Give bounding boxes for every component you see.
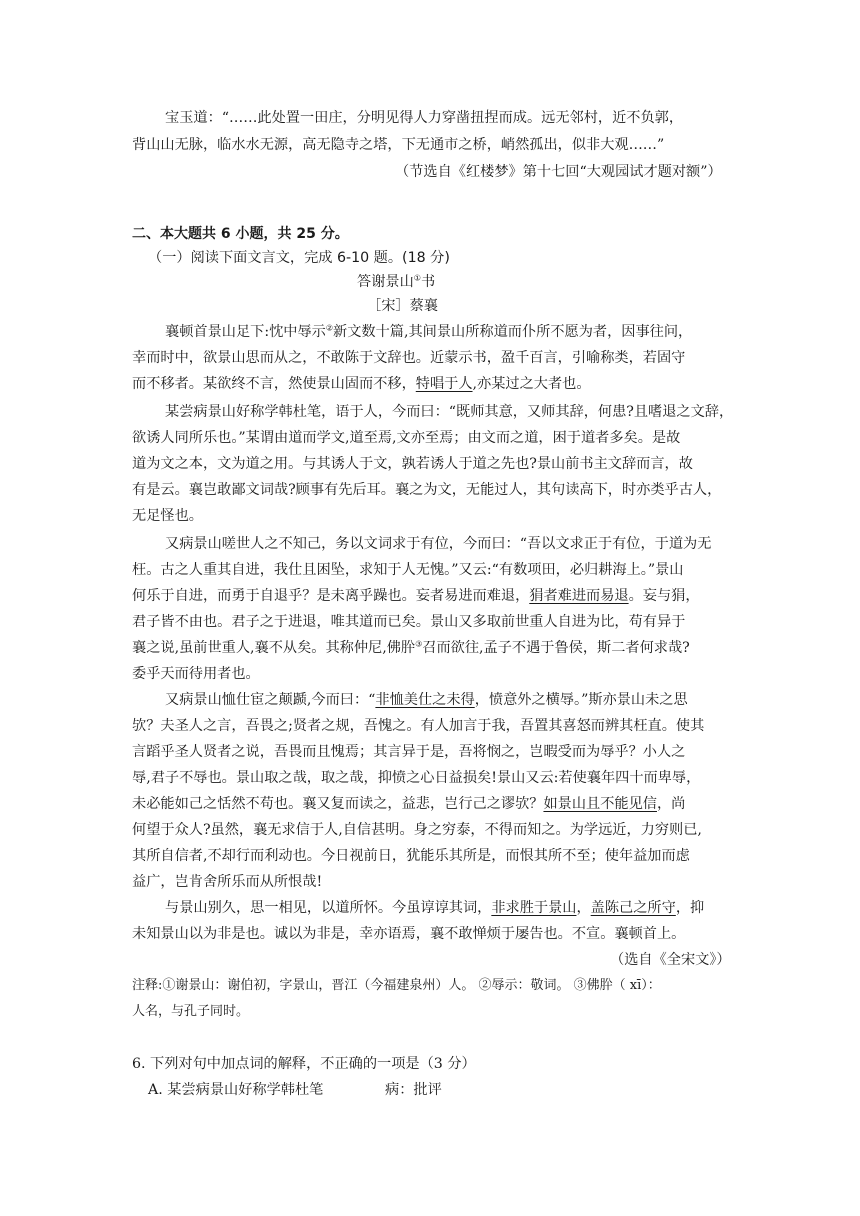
p3-line-4: 君子皆不由也。君子之于进退，唯其道而已矣。景山又多取前世重人自进为比，苟有异于: [132, 614, 686, 630]
notes-line-1: 注释:①谢景山：谢伯初，字景山，晋江（今福建泉州）人。 ②辱示：敬词。 ③佛肸（ xī）：: [132, 978, 661, 993]
p4-line-6: 何望于众人?虽然，襄无求信于人,自信甚明。身之穷泰，不得而知之。为学远近，力穷则已,: [132, 822, 702, 838]
excerpt-source: （节选自《红楼梦》第十七回“大观园试才题对额”）: [395, 164, 722, 180]
text-span: 与景山别久，思一相见，以道所怀。今虽谆谆其词，: [165, 900, 492, 916]
p3-line-3: [132, 586, 700, 606]
footnote-marker: ③: [415, 639, 423, 649]
text-span: 而不移者。某欲终不言，然使景山固而不移，: [132, 376, 416, 392]
p4-line-2: 欤？夫圣人之言，吾畏之;贤者之规，吾愧之。有人加言于我，吾置其喜怒而辨其枉直。使其: [132, 718, 705, 734]
p4-line-1: [165, 690, 688, 710]
underlined-phrase: 狷者难进而易退: [529, 588, 629, 604]
p4-line-7: 其所自信者,不却行而利动也。今日视前日，犹能乐其所是，而恨其所不至；使年益加而虑: [132, 848, 690, 864]
text-span: 未必能如己之恬然不苟也。襄又复而读之，益悲，岂行己之谬欤？: [132, 796, 544, 812]
excerpt-line-2: 背山山无脉，临水水无源，高无隐寺之塔，下无通市之桥，峭然孤出，似非大观……”: [132, 137, 665, 153]
underlined-phrase: 盖陈己之所守: [590, 900, 676, 916]
underlined-phrase: 非求胜于景山: [491, 900, 577, 916]
p2-line-4: 有是云。襄岂敢鄙文词哉?顾事有先后耳。襄之为文，无能过人，其句读高下，时亦类乎古人，: [132, 482, 722, 498]
p2-line-2: 欲诱人同所乐也。”某谓由道而学文,道至焉,文亦至焉；由文而之道，困于道者多矣。是故: [132, 430, 681, 446]
text-span: 襄顿首景山足下:忱中辱示: [165, 324, 326, 340]
p1-line-2: 幸而时中，欲景山思而从之，不敢陈于文辞也。近蒙示书，盈千百言，引喻称类，若固守: [132, 350, 686, 366]
underlined-phrase: 非恤美仕之未得: [375, 692, 475, 708]
text-span: 何乐于自进，而勇于自退乎？是未离乎躁也。妄者易进而难退，: [132, 588, 530, 604]
p3-line-5: [132, 638, 690, 658]
question-6-option-a: A. 某尝病景山好称学韩杜笔: [148, 1082, 324, 1098]
excerpt-line-1: 宝玉道：“……此处置一田庄，分明见得人力穿凿扭捏而成。远无邻村，近不负郭，: [165, 110, 684, 126]
p2-line-3: 道为文之本，文为道之用。与其诱人于文，孰若诱人于道之先也?景山前书主文辞而言，故: [132, 456, 693, 472]
text-span: ，尚: [656, 796, 686, 812]
p1-line-1: [165, 322, 692, 342]
p2-line-5: 无足怪也。: [132, 508, 203, 524]
section-subheading: （一）阅读下面文言文，完成 6-10 题。(18 分): [148, 250, 450, 266]
section-heading: 二、本大题共 6 小题，共 25 分。: [132, 226, 349, 242]
title-text: 答谢景山: [357, 274, 414, 290]
notes-line-2: 人名，与孔子同时。: [132, 1004, 250, 1019]
p4-line-5: [132, 794, 685, 814]
p4-line-8: 益广，岂肯舍所乐而从所恨哉!: [132, 874, 323, 890]
article-source: （选自《全宋文》）: [610, 952, 731, 968]
text-span: ，愤意外之横辱。”斯亦景山未之思: [474, 692, 688, 708]
text-span: 襄之说,虽前世重人,襄不从矣。其称仲尼,佛肸: [132, 640, 416, 656]
p3-line-1: 又病景山嗟世人之不知己，务以文词求于有位，今而曰：“吾以文求正于有位，于道为无: [165, 536, 712, 552]
p1-line-3: [132, 374, 591, 394]
text-span: ，: [576, 900, 591, 916]
text-span: 又病景山恤仕宦之颠踬,今而曰：“: [165, 692, 376, 708]
p4-line-4: 辱,君子不辱也。景山取之哉，取之哉，抑愤之心日益损矣!景山又云:若使襄年四十而卑辱，: [132, 770, 701, 786]
p2-line-1: 某尝病景山好称学韩杜笔，语于人，今而曰：“既师其意，又师其辞，何患?且嗜退之文辞，: [165, 404, 734, 420]
footnote-marker: ②: [325, 323, 334, 333]
underlined-phrase: 特唱于人: [415, 376, 473, 392]
article-title: [357, 272, 435, 292]
footnote-marker: ①: [413, 273, 421, 283]
text-span: 新文数十篇,其间景山所称道而仆所不愿为者，因事往问，: [333, 324, 693, 340]
question-6-stem: 6. 下列对句中加点词的解释，不正确的一项是（3 分）: [132, 1056, 476, 1072]
text-span: 。妄与狷，: [628, 588, 700, 604]
p5-line-2: 未知景山以为非是也。诚以为非是，幸亦语焉，襄不敢惮烦于屡告也。不宣。襄顿首上。: [132, 926, 686, 942]
p4-line-3: 言蹈乎圣人贤者之说，吾畏而且愧焉；其言异于是，吾将悯之，岂暇受而为辱乎？小人之: [132, 744, 686, 760]
underlined-phrase: 如景山且不能见信: [543, 796, 657, 812]
text-span: 召而欲往,孟子不遇于鲁侯，斯二者何求哉?: [422, 640, 690, 656]
text-span: ，抑: [675, 900, 705, 916]
text-span: ,亦某过之大者也。: [472, 376, 591, 392]
p5-line-1: [165, 898, 704, 918]
title-end: 书: [420, 274, 436, 290]
question-6-option-a-answer: 病：批评: [385, 1082, 442, 1098]
article-author: ［宋］蔡襄: [367, 298, 438, 314]
p3-line-2: 枉。古之人重其自进，我仕且困坠，求知于人无愧。”又云:“有数项田，必归耕海上。”景山: [132, 562, 684, 578]
p3-line-6: 委乎天而待用者也。: [132, 666, 260, 682]
